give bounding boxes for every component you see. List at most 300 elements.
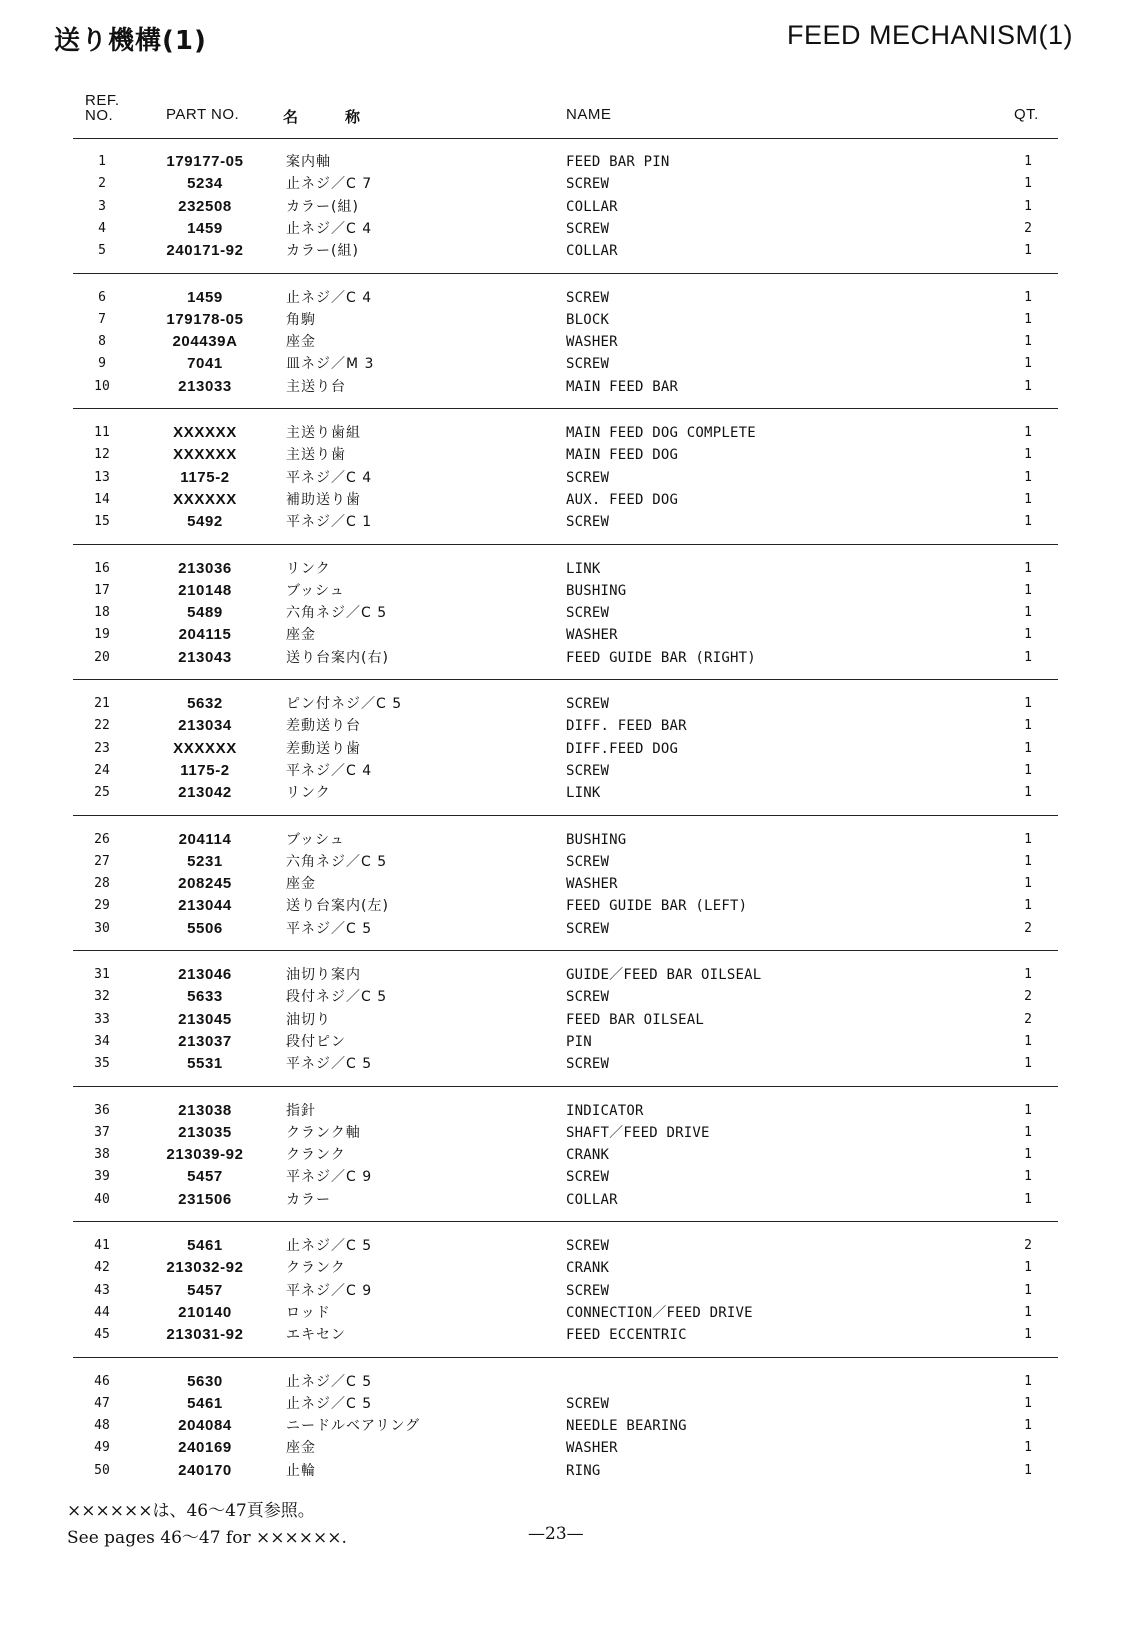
name-en-cell: WASHER xyxy=(566,876,618,893)
name-ja-cell: 六角ネジ／C 5 xyxy=(286,605,388,622)
name-ja-cell: 補助送り歯 xyxy=(286,491,361,508)
qty-cell: 1 xyxy=(1024,1462,1032,1478)
table-row xyxy=(0,1437,1133,1459)
name-en-cell: LINK xyxy=(566,560,601,577)
table-row xyxy=(0,782,1133,804)
table-row xyxy=(0,624,1133,646)
ref-cell: 41 xyxy=(94,1238,110,1253)
part-no-cell: 204115 xyxy=(178,626,232,644)
qty-cell: 1 xyxy=(1024,696,1032,711)
qty-cell: 1 xyxy=(1024,243,1032,259)
qty-cell: 1 xyxy=(1024,649,1032,665)
table-row xyxy=(0,895,1133,917)
table-row xyxy=(0,1009,1133,1031)
name-en-cell: GUIDE／FEED BAR OILSEAL xyxy=(566,967,762,983)
qty-cell: 1 xyxy=(1024,1440,1032,1456)
name-ja-cell: 皿ネジ／M 3 xyxy=(286,356,375,373)
table-row xyxy=(0,558,1133,580)
table-row xyxy=(0,738,1133,760)
name-en-cell: FEED GUIDE BAR (LEFT) xyxy=(566,898,748,915)
column-header-name-en: NAME xyxy=(566,106,612,123)
name-en-cell: SCREW xyxy=(566,1169,610,1186)
qty-cell: 1 xyxy=(1024,1102,1032,1118)
name-ja-cell: カラー xyxy=(286,1191,331,1208)
ref-cell: 48 xyxy=(94,1418,110,1434)
part-no-cell: 5531 xyxy=(187,1055,223,1073)
ref-cell: 6 xyxy=(98,289,106,305)
part-no-cell: 210148 xyxy=(178,581,232,599)
part-no-cell: 231506 xyxy=(178,1190,232,1208)
column-header-ref-line1: REF. xyxy=(85,92,120,109)
name-en-cell: CONNECTION／FEED DRIVE xyxy=(566,1304,753,1321)
name-ja-cell: クランク xyxy=(286,1260,346,1277)
table-row xyxy=(0,715,1133,737)
page-title-ja: 送り機構(1) xyxy=(54,26,207,56)
qty-cell: 1 xyxy=(1024,1169,1032,1185)
name-en-cell: SCREW xyxy=(566,1282,610,1299)
qty-cell: 2 xyxy=(1024,220,1032,236)
name-en-cell: INDICATOR xyxy=(566,1102,644,1119)
table-row xyxy=(0,1280,1133,1302)
group-divider xyxy=(73,679,1058,680)
ref-cell: 24 xyxy=(94,762,110,778)
ref-cell: 47 xyxy=(94,1395,110,1411)
qty-cell: 1 xyxy=(1024,560,1032,576)
ref-cell: 26 xyxy=(94,831,110,847)
ref-cell: 3 xyxy=(98,198,106,214)
name-ja-cell: 平ネジ／C 5 xyxy=(286,1056,373,1073)
part-no-cell: 240169 xyxy=(178,1439,232,1457)
name-en-cell: SCREW xyxy=(566,469,610,486)
part-no-cell: 5231 xyxy=(187,852,223,870)
qty-cell: 2 xyxy=(1024,989,1032,1005)
name-ja-cell: 平ネジ／C 1 xyxy=(286,514,373,531)
qty-cell: 1 xyxy=(1024,378,1032,394)
name-ja-cell: 送り台案内(左) xyxy=(286,898,389,915)
name-ja-cell: 平ネジ／C 9 xyxy=(286,1169,373,1186)
name-en-cell: DIFF. FEED BAR xyxy=(566,718,687,735)
column-header-ref-line2: NO. xyxy=(85,107,114,124)
ref-cell: 19 xyxy=(94,627,110,643)
group-divider xyxy=(73,408,1058,409)
name-en-cell: BLOCK xyxy=(566,311,610,328)
part-no-cell: 213042 xyxy=(178,784,232,802)
name-en-cell: MAIN FEED DOG COMPLETE xyxy=(566,425,756,441)
qty-cell: 1 xyxy=(1024,740,1032,756)
table-row xyxy=(0,1053,1133,1075)
table-row xyxy=(0,1324,1133,1346)
table-row xyxy=(0,1371,1133,1393)
table-row xyxy=(0,151,1133,173)
table-row xyxy=(0,1189,1133,1211)
table-row xyxy=(0,353,1133,375)
part-no-cell: 204084 xyxy=(178,1417,232,1435)
table-row xyxy=(0,580,1133,602)
name-ja-cell: 座金 xyxy=(286,876,316,893)
name-ja-cell: カラー(組) xyxy=(286,243,359,260)
part-no-cell: 5633 xyxy=(187,988,223,1006)
column-header-part-no: PART NO. xyxy=(166,106,240,123)
part-no-cell: 213039-92 xyxy=(166,1146,244,1164)
ref-cell: 37 xyxy=(94,1124,110,1140)
name-en-cell: SCREW xyxy=(566,762,610,779)
table-row xyxy=(0,422,1133,444)
name-ja-cell: エキセン xyxy=(286,1327,346,1344)
part-no-cell: 213044 xyxy=(178,897,232,915)
ref-cell: 33 xyxy=(94,1011,110,1027)
ref-cell: 11 xyxy=(94,425,110,440)
table-row xyxy=(0,1393,1133,1415)
name-ja-cell: 座金 xyxy=(286,334,316,351)
header-divider xyxy=(73,138,1058,139)
ref-cell: 1 xyxy=(98,154,106,169)
name-en-cell: RING xyxy=(566,1462,601,1479)
qty-cell: 2 xyxy=(1024,1011,1032,1027)
part-no-cell: 179177-05 xyxy=(166,153,244,170)
name-en-cell: SCREW xyxy=(566,289,610,306)
qty-cell: 1 xyxy=(1024,1418,1032,1434)
footnote-en: See pages 46～47 for ××××××. xyxy=(67,1528,347,1548)
column-header-ref xyxy=(85,93,120,123)
table-row xyxy=(0,1166,1133,1188)
group-divider xyxy=(73,1086,1058,1087)
qty-cell: 1 xyxy=(1024,876,1032,892)
table-row xyxy=(0,489,1133,511)
part-no-cell: 213034 xyxy=(178,717,232,735)
table-row xyxy=(0,1302,1133,1324)
group-divider xyxy=(73,815,1058,816)
qty-cell: 1 xyxy=(1024,785,1032,801)
table-row xyxy=(0,218,1133,240)
qty-cell: 1 xyxy=(1024,967,1032,982)
ref-cell: 20 xyxy=(94,649,110,665)
name-en-cell: LINK xyxy=(566,785,601,802)
name-ja-cell: 平ネジ／C 4 xyxy=(286,469,373,486)
ref-cell: 35 xyxy=(94,1056,110,1072)
name-ja-cell: ロッド xyxy=(286,1304,331,1321)
part-no-cell: 179178-05 xyxy=(166,310,244,328)
ref-cell: 44 xyxy=(94,1304,110,1320)
footnote-ja: ××××××は、46～47頁参照。 xyxy=(67,1501,315,1521)
part-no-cell: 5632 xyxy=(187,695,223,712)
part-no-cell: 213043 xyxy=(178,648,232,666)
part-no-cell: XXXXXX xyxy=(173,424,237,441)
part-no-cell: 7041 xyxy=(187,355,223,373)
part-no-cell: 213045 xyxy=(178,1010,232,1028)
qty-cell: 1 xyxy=(1024,154,1032,169)
ref-cell: 8 xyxy=(98,334,106,350)
qty-cell: 1 xyxy=(1024,514,1032,530)
qty-cell: 1 xyxy=(1024,1304,1032,1320)
ref-cell: 36 xyxy=(94,1102,110,1118)
part-no-cell: 5506 xyxy=(187,919,223,937)
table-row xyxy=(0,1144,1133,1166)
name-en-cell: SCREW xyxy=(566,220,610,237)
name-ja-cell: リンク xyxy=(286,785,331,802)
table-row xyxy=(0,444,1133,466)
ref-cell: 40 xyxy=(94,1191,110,1207)
qty-cell: 1 xyxy=(1024,627,1032,643)
ref-cell: 30 xyxy=(94,920,110,936)
qty-cell: 1 xyxy=(1024,898,1032,914)
group-divider xyxy=(73,1357,1058,1358)
name-en-cell: SCREW xyxy=(566,514,610,531)
name-ja-cell: 差動送り歯 xyxy=(286,740,361,757)
name-ja-cell: 油切り案内 xyxy=(286,967,361,983)
name-ja-cell: ブッシュ xyxy=(286,582,345,599)
table-row xyxy=(0,1257,1133,1279)
ref-cell: 14 xyxy=(94,491,110,507)
table-row xyxy=(0,1415,1133,1437)
part-no-cell: 213038 xyxy=(178,1101,232,1119)
qty-cell: 1 xyxy=(1024,1260,1032,1276)
name-en-cell: COLLAR xyxy=(566,243,618,260)
qty-cell: 1 xyxy=(1024,289,1032,305)
part-no-cell: 204439A xyxy=(172,333,238,351)
name-ja-cell: 平ネジ／C 5 xyxy=(286,920,373,937)
table-row xyxy=(0,309,1133,331)
table-row xyxy=(0,1122,1133,1144)
table-row xyxy=(0,873,1133,895)
ref-cell: 10 xyxy=(94,378,110,394)
table-row xyxy=(0,1031,1133,1053)
name-ja-cell: 主送り台 xyxy=(286,378,346,395)
part-no-cell: 213033 xyxy=(178,377,232,395)
part-no-cell: 1175-2 xyxy=(180,761,230,779)
ref-cell: 32 xyxy=(94,989,110,1005)
part-no-cell: 213037 xyxy=(178,1032,232,1050)
qty-cell: 1 xyxy=(1024,425,1032,440)
qty-cell: 1 xyxy=(1024,198,1032,214)
qty-cell: 1 xyxy=(1024,1395,1032,1411)
qty-cell: 2 xyxy=(1024,1238,1032,1253)
name-ja-cell: 平ネジ／C 9 xyxy=(286,1282,373,1299)
ref-cell: 45 xyxy=(94,1327,110,1343)
qty-cell: 1 xyxy=(1024,1124,1032,1140)
name-ja-cell: 段付ネジ／C 5 xyxy=(286,989,388,1006)
part-no-cell: XXXXXX xyxy=(173,446,237,464)
ref-cell: 13 xyxy=(94,469,110,485)
name-ja-cell: 段付ピン xyxy=(286,1033,346,1050)
ref-cell: 22 xyxy=(94,718,110,734)
name-en-cell: SCREW xyxy=(566,1395,610,1412)
ref-cell: 29 xyxy=(94,898,110,914)
part-no-cell: 5457 xyxy=(187,1281,223,1299)
table-row xyxy=(0,647,1133,669)
qty-cell: 1 xyxy=(1024,491,1032,507)
part-no-cell: XXXXXX xyxy=(173,490,237,508)
table-row xyxy=(0,918,1133,940)
name-ja-cell: ニードルベアリング xyxy=(286,1418,421,1435)
name-en-cell: FEED BAR OILSEAL xyxy=(566,1011,705,1028)
name-en-cell: SCREW xyxy=(566,989,610,1006)
name-en-cell: WASHER xyxy=(566,1440,618,1457)
name-en-cell: SCREW xyxy=(566,920,610,937)
page-title-en: FEED MECHANISM(1) xyxy=(786,20,1073,50)
name-ja-cell: カラー(組) xyxy=(286,198,359,215)
name-ja-cell: 止ネジ／C 7 xyxy=(286,176,373,193)
name-ja-cell: 平ネジ／C 4 xyxy=(286,762,373,779)
name-en-cell: SCREW xyxy=(566,1238,610,1254)
part-no-cell: 1459 xyxy=(187,288,223,306)
part-no-cell: 5457 xyxy=(187,1168,223,1186)
qty-cell: 1 xyxy=(1024,718,1032,734)
qty-cell: 1 xyxy=(1024,853,1032,869)
qty-cell: 1 xyxy=(1024,447,1032,463)
table-row xyxy=(0,511,1133,533)
ref-cell: 2 xyxy=(98,176,106,192)
name-en-cell: SCREW xyxy=(566,1056,610,1073)
name-en-cell: WASHER xyxy=(566,334,618,351)
name-ja-cell: ブッシュ xyxy=(286,831,345,848)
part-no-cell: 5461 xyxy=(187,1394,223,1412)
part-no-cell: 5492 xyxy=(187,513,223,531)
part-no-cell: 213036 xyxy=(178,559,232,577)
ref-cell: 15 xyxy=(94,514,110,530)
part-no-cell: 1459 xyxy=(187,219,223,237)
name-en-cell: FEED BAR PIN xyxy=(566,154,670,170)
ref-cell: 46 xyxy=(94,1373,110,1389)
name-en-cell: NEEDLE BEARING xyxy=(566,1418,687,1435)
part-no-cell: 213035 xyxy=(178,1123,232,1141)
ref-cell: 17 xyxy=(94,582,110,598)
name-en-cell: COLLAR xyxy=(566,1191,618,1208)
name-en-cell: DIFF.FEED DOG xyxy=(566,740,679,757)
ref-cell: 31 xyxy=(94,967,110,982)
name-ja-cell: 座金 xyxy=(286,1440,316,1457)
name-ja-cell: 止ネジ／C 5 xyxy=(286,1373,373,1390)
ref-cell: 23 xyxy=(94,740,110,756)
name-en-cell: BUSHING xyxy=(566,831,627,848)
name-en-cell: SCREW xyxy=(566,356,610,373)
part-no-cell: 208245 xyxy=(178,875,232,893)
qty-cell: 1 xyxy=(1024,1282,1032,1298)
table-row xyxy=(0,331,1133,353)
part-no-cell: 213032-92 xyxy=(166,1259,244,1277)
table-row xyxy=(0,964,1133,986)
group-divider xyxy=(73,950,1058,951)
qty-cell: 1 xyxy=(1024,1056,1032,1072)
qty-cell: 1 xyxy=(1024,311,1032,327)
part-no-cell: 5234 xyxy=(187,175,223,193)
ref-cell: 12 xyxy=(94,447,110,463)
table-row xyxy=(0,1100,1133,1122)
name-en-cell: CRANK xyxy=(566,1147,610,1164)
ref-cell: 28 xyxy=(94,876,110,892)
qty-cell: 1 xyxy=(1024,1373,1032,1389)
name-ja-cell: 止ネジ／C 5 xyxy=(286,1238,373,1254)
group-divider xyxy=(73,273,1058,274)
table-row xyxy=(0,467,1133,489)
qty-cell: 1 xyxy=(1024,1191,1032,1207)
part-no-cell: 5461 xyxy=(187,1237,223,1254)
ref-cell: 34 xyxy=(94,1033,110,1049)
part-no-cell: 1175-2 xyxy=(180,468,230,486)
part-no-cell: 204114 xyxy=(178,830,232,848)
name-ja-cell: ピン付ネジ／C 5 xyxy=(286,696,403,712)
name-en-cell: COLLAR xyxy=(566,198,618,215)
name-en-cell: FEED ECCENTRIC xyxy=(566,1327,687,1344)
ref-cell: 5 xyxy=(98,243,106,259)
part-no-cell: 240170 xyxy=(178,1461,232,1479)
part-no-cell: XXXXXX xyxy=(173,739,237,757)
name-en-cell: SCREW xyxy=(566,853,610,870)
name-ja-cell: 主送り歯 xyxy=(286,447,346,464)
qty-cell: 2 xyxy=(1024,920,1032,936)
ref-cell: 9 xyxy=(98,356,106,372)
name-ja-cell: 六角ネジ／C 5 xyxy=(286,853,388,870)
name-en-cell: SCREW xyxy=(566,605,610,622)
name-ja-cell: 差動送り台 xyxy=(286,718,361,735)
name-en-cell: BUSHING xyxy=(566,582,627,599)
qty-cell: 1 xyxy=(1024,469,1032,485)
ref-cell: 43 xyxy=(94,1282,110,1298)
name-en-cell: SCREW xyxy=(566,696,610,712)
table-row xyxy=(0,760,1133,782)
ref-cell: 38 xyxy=(94,1147,110,1163)
part-no-cell: 5489 xyxy=(187,604,223,622)
name-ja-cell: 角駒 xyxy=(286,311,316,328)
part-no-cell: 210140 xyxy=(178,1303,232,1321)
ref-cell: 21 xyxy=(94,696,110,711)
name-en-cell: SCREW xyxy=(566,176,610,193)
qty-cell: 1 xyxy=(1024,831,1032,847)
part-no-cell: 232508 xyxy=(178,197,232,215)
table-row xyxy=(0,829,1133,851)
table-row xyxy=(0,851,1133,873)
ref-cell: 7 xyxy=(98,311,106,327)
ref-cell: 27 xyxy=(94,853,110,869)
ref-cell: 39 xyxy=(94,1169,110,1185)
name-ja-cell: リンク xyxy=(286,560,331,577)
ref-cell: 18 xyxy=(94,605,110,621)
qty-cell: 1 xyxy=(1024,1033,1032,1049)
qty-cell: 1 xyxy=(1024,334,1032,350)
group-divider xyxy=(73,1221,1058,1222)
ref-cell: 16 xyxy=(94,560,110,576)
name-en-cell: MAIN FEED DOG xyxy=(566,447,679,464)
table-row xyxy=(0,173,1133,195)
ref-cell: 25 xyxy=(94,785,110,801)
page-number: —23— xyxy=(528,1524,584,1544)
part-no-cell: 213046 xyxy=(178,966,232,983)
column-header-qty: QT. xyxy=(1014,106,1039,123)
qty-cell: 1 xyxy=(1024,605,1032,621)
name-ja-cell: 止輪 xyxy=(286,1462,316,1479)
qty-cell: 1 xyxy=(1024,762,1032,778)
qty-cell: 1 xyxy=(1024,1327,1032,1343)
name-ja-cell: 油切り xyxy=(286,1011,331,1028)
table-row xyxy=(0,196,1133,218)
name-en-cell: AUX. FEED DOG xyxy=(566,491,679,508)
group-divider xyxy=(73,544,1058,545)
name-ja-cell: 止ネジ／C 4 xyxy=(286,220,373,237)
qty-cell: 1 xyxy=(1024,356,1032,372)
name-ja-cell: 案内軸 xyxy=(286,154,331,170)
name-ja-cell: クランク軸 xyxy=(286,1124,361,1141)
table-row xyxy=(0,1460,1133,1482)
name-en-cell: MAIN FEED BAR xyxy=(566,378,679,395)
name-ja-cell: 送り台案内(右) xyxy=(286,649,389,666)
table-row xyxy=(0,986,1133,1008)
table-row xyxy=(0,287,1133,309)
table-row xyxy=(0,376,1133,398)
part-no-cell: 240171-92 xyxy=(166,242,244,260)
name-ja-cell: 止ネジ／C 4 xyxy=(286,289,373,306)
name-en-cell: FEED GUIDE BAR (RIGHT) xyxy=(566,649,756,666)
ref-cell: 4 xyxy=(98,220,106,236)
ref-cell: 50 xyxy=(94,1462,110,1478)
